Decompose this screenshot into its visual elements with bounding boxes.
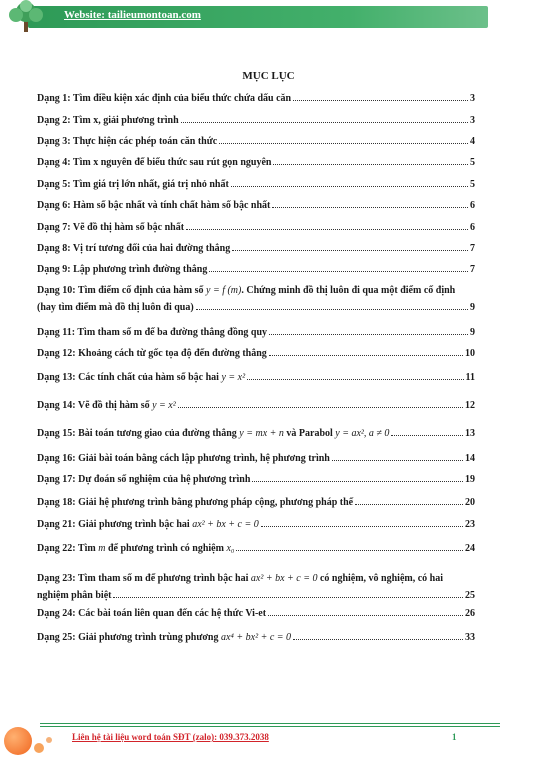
toc-math-expression: x₀ (226, 543, 235, 554)
toc-entry-label (37, 543, 234, 555)
toc-label-text: có nghiệm, vô nghiệm, có hai (317, 573, 444, 584)
toc-entry[interactable] (37, 348, 475, 360)
orange-circle-decoration (46, 737, 52, 743)
toc-page-number: 20 (465, 497, 475, 508)
toc-math-expression: ax² + bx + c = 0 (250, 573, 318, 584)
toc-math-expression: y = x² (221, 372, 246, 383)
toc-entry-label (37, 608, 266, 620)
toc-entry-label (37, 200, 270, 212)
toc-page-number: 4 (470, 136, 475, 147)
toc-dot-leader (236, 549, 463, 551)
orange-circle-decoration (34, 743, 44, 753)
toc-entry[interactable] (37, 179, 475, 191)
toc-entry-label (37, 222, 184, 234)
toc-dot-leader (269, 333, 468, 335)
toc-page-number: 23 (465, 519, 475, 530)
toc-entry-label (37, 285, 455, 297)
toc-label-text: Dạng 16: Giải bài toán bằng cách lập phương trình, hệ phương trình (37, 453, 330, 464)
toc-dot-leader (332, 459, 463, 461)
toc-entry-label (37, 115, 179, 127)
toc-entry[interactable] (37, 200, 475, 212)
page-title: MỤC LỤC (242, 70, 295, 82)
toc-label-text: Dạng 17: Dự đoán số nghiệm của hệ phương trình (37, 474, 251, 485)
toc-entry[interactable] (37, 93, 475, 105)
toc-label-text: Dạng 11: Tìm tham số m để ba đường thẳng đồng quy (37, 327, 268, 338)
toc-dot-leader (252, 480, 463, 482)
toc-label-text: Dạng 3: Thực hiện các phép toán căn thức (37, 136, 218, 147)
toc-page-number: 19 (465, 474, 475, 485)
toc-dot-leader (186, 228, 468, 230)
toc-dot-leader (219, 142, 468, 144)
toc-page-number: 13 (465, 428, 475, 439)
toc-entry[interactable] (37, 222, 475, 234)
page-footer (0, 715, 537, 762)
toc-entry-label (37, 136, 217, 148)
toc-label-text: Dạng 10: Tìm điểm cố định của hàm số (37, 285, 204, 296)
toc-dot-leader (269, 354, 463, 356)
toc-dot-leader (247, 378, 463, 380)
toc-page-number: 7 (470, 264, 475, 275)
toc-page-number: 5 (470, 157, 475, 168)
toc-entry-label (37, 264, 207, 276)
tree-logo-icon (4, 0, 48, 34)
toc-entry-label (37, 400, 176, 412)
toc-label-text: để phương trình có nghiệm (105, 543, 227, 554)
toc-entry-label (37, 243, 230, 255)
toc-entry-label (37, 179, 229, 191)
toc-label-text: Dạng 4: Tìm x nguyên để biểu thức sau rút gọn nguyên (37, 157, 272, 168)
toc-label-text: và Parabol (283, 428, 336, 439)
toc-label-text: Dạng 13: Các tính chất của hàm số bậc hai (37, 372, 219, 383)
toc-math-expression: y = ax², a ≠ 0 (335, 428, 390, 439)
toc-entry-label (37, 474, 250, 486)
toc-math-expression: y = mx + n (239, 428, 284, 439)
page-header (0, 0, 537, 34)
toc-label-text: Dạng 25: Giải phương trình trùng phương (37, 632, 219, 643)
toc-entry[interactable] (37, 573, 475, 602)
toc-entry[interactable] (37, 474, 475, 486)
toc-label-text: Dạng 7: Vẽ đồ thị hàm số bậc nhất (37, 222, 185, 233)
toc-entry[interactable] (37, 497, 475, 509)
toc-math-expression: m (98, 543, 106, 554)
toc-entry[interactable] (37, 400, 475, 412)
toc-label-text: Dạng 8: Vị trí tương đối của hai đường thẳng (37, 243, 231, 254)
toc-entry[interactable] (37, 543, 475, 555)
toc-page-number: 7 (470, 243, 475, 254)
toc-page-number: 33 (465, 632, 475, 643)
toc-page-number: 24 (465, 543, 475, 554)
toc-entry[interactable] (37, 453, 475, 465)
toc-entry-label (37, 632, 291, 644)
toc-page-number: 11 (465, 372, 475, 383)
toc-math-expression: ax⁴ + bx² + c = 0 (220, 632, 292, 643)
toc-entry-label: (hay tìm điểm mà đồ thị luôn đi qua) (37, 302, 194, 313)
website-link[interactable]: Website: tailieumontoan.com (64, 9, 201, 21)
toc-dot-leader (272, 206, 468, 208)
contact-link[interactable]: Liên hệ tài liệu word toán SĐT (zalo): 039.373.2038 (72, 732, 269, 742)
toc-page-number: 9 (470, 327, 475, 338)
toc-page-number: 25 (465, 590, 475, 601)
toc-page-number: 6 (470, 222, 475, 233)
toc-dot-leader (196, 308, 468, 310)
toc-dot-leader (293, 99, 468, 101)
toc-label-text: Dạng 12: Khoảng cách từ gốc tọa độ đến đường thẳng (37, 348, 267, 359)
toc-page-number: 26 (465, 608, 475, 619)
toc-label-text: Dạng 2: Tìm x, giải phương trình (37, 115, 179, 126)
toc-page-number: 6 (470, 200, 475, 211)
toc-entry[interactable] (37, 632, 475, 644)
toc-dot-leader (178, 406, 463, 408)
toc-dot-leader (273, 163, 468, 165)
footer-divider (40, 726, 500, 727)
footer-divider (40, 723, 500, 724)
toc-page-number: 5 (470, 179, 475, 190)
toc-entry-label (37, 93, 291, 105)
toc-page-number: 3 (470, 93, 475, 104)
toc-entry-label (37, 519, 259, 531)
toc-entry[interactable] (37, 327, 475, 339)
toc-entry[interactable] (37, 115, 475, 127)
toc-dot-leader (355, 503, 463, 505)
toc-dot-leader (261, 525, 463, 527)
toc-label-text: Dạng 24: Các bài toán liên quan đến các hệ thức Vi-et (37, 608, 267, 619)
toc-entry-label (37, 428, 389, 440)
toc-dot-leader (268, 614, 463, 616)
toc-label-text: Dạng 5: Tìm giá trị lớn nhất, giá trị nhỏ nhất (37, 179, 229, 190)
toc-math-expression: ax² + bx + c = 0 (192, 519, 259, 530)
toc-dot-leader (209, 270, 468, 272)
toc-entry[interactable] (37, 157, 475, 169)
toc-entry[interactable] (37, 264, 475, 276)
toc-label-text: Dạng 6: Hàm số bậc nhất và tính chất hàm số bậc nhất (37, 200, 271, 211)
toc-label-text: Dạng 15: Bài toán tương giao của đường thẳng (37, 428, 237, 439)
toc-page-number: 3 (470, 115, 475, 126)
toc-math-expression: y = f (m) (206, 285, 242, 296)
toc-label-text: Dạng 22: Tìm (37, 543, 96, 554)
toc-entry[interactable] (37, 519, 475, 531)
toc-dot-leader (391, 434, 463, 436)
page-number: 1 (452, 732, 457, 742)
toc-entry[interactable] (37, 608, 475, 620)
toc-entry-label (37, 327, 267, 339)
toc-page-number: 10 (465, 348, 475, 359)
orange-circle-decoration (4, 727, 32, 755)
toc-label-text: Dạng 23: Tìm tham số m để phương trình bậc hai (37, 573, 249, 584)
toc-dot-leader (113, 596, 463, 598)
toc-label-text: Dạng 18: Giải hệ phương trình bằng phương pháp cộng, phương pháp thế (37, 497, 354, 508)
toc-entry-label (37, 497, 353, 509)
toc-page-number: 14 (465, 453, 475, 464)
toc-entry[interactable] (37, 243, 475, 255)
toc-label-text: Dạng 21: Giải phương trình bậc hai (37, 519, 190, 530)
toc-entry[interactable] (37, 428, 475, 440)
toc-page-number: 9 (470, 302, 475, 313)
toc-label-text: . Chứng minh đồ thị luôn đi qua một điểm cố định (241, 285, 456, 296)
toc-entry[interactable] (37, 285, 475, 314)
toc-dot-leader (181, 121, 468, 123)
toc-entry[interactable] (37, 136, 475, 148)
toc-entry[interactable] (37, 372, 475, 384)
toc-entry-label (37, 157, 271, 169)
toc-entry-label: nghiệm phân biệt (37, 590, 112, 601)
toc-dot-leader (231, 185, 468, 187)
toc-entry-label (37, 573, 443, 585)
toc-label-text: Dạng 1: Tìm điều kiện xác định của biểu thức chứa dấu căn (37, 93, 292, 104)
toc-label-text: Dạng 14: Vẽ đồ thị hàm số (37, 400, 150, 411)
toc-label-text: Dạng 9: Lập phương trình đường thẳng (37, 264, 208, 275)
toc-dot-leader (293, 638, 463, 640)
toc-math-expression: y = x² (152, 400, 176, 411)
toc-entry-label (37, 348, 267, 360)
toc-dot-leader (232, 249, 468, 251)
toc-entry-label (37, 453, 330, 465)
toc-entry-label (37, 372, 245, 384)
toc-page-number: 12 (465, 400, 475, 411)
